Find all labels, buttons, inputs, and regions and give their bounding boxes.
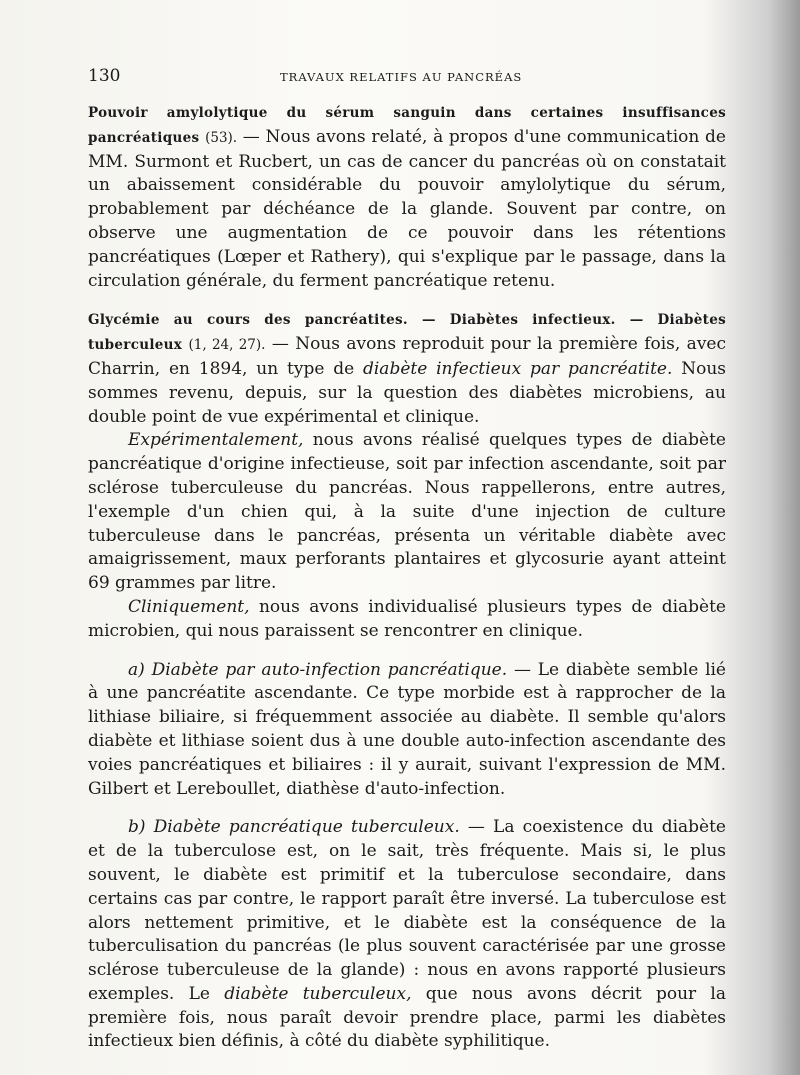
emphasis: Diabète pancréatique tuberculeux. xyxy=(153,817,460,838)
paragraph-amylolytique xyxy=(88,101,726,293)
emphasis: Expérimentalement, xyxy=(128,430,304,451)
section-title: Pouvoir amylolytique du sérum sanguin dans certaines insuffisances pancréatiques xyxy=(88,105,726,146)
item-label: a) xyxy=(128,659,152,680)
item-label: b) xyxy=(128,817,154,838)
reference: (1, 24, 27). xyxy=(188,337,266,354)
paragraph-text: nous avons réalisé quelques types de diabète pancréatique d'origine infectieuse, soit par infection ascendante, soit par sclérose tuberculeuse du pancréas. Nous rappellerons, entre autres, l'exemple d'un chien qui, à la suite d'une injection de culture tuberculeuse dans le pancréas, présenta un véritable diabète avec amaigrissement, maux perforants plantaires et glycosurie ayant atteint 69 grammes par litre. xyxy=(88,430,726,594)
paragraph-glycemie xyxy=(88,308,726,429)
running-title: TRAVAUX RELATIFS AU PANCRÉAS xyxy=(280,70,523,84)
paragraph-experimentalement xyxy=(88,429,726,596)
paragraph-tuberculeux xyxy=(88,816,726,1054)
paragraph-text: — La coexistence du diabète et de la tuberculose est, on le sait, très fréquente. Mais si, le plus souvent, le diabète est primitif et la tuberculose secondaire, dans certains cas par contre, le rapport paraît être inversé. La tuberculose est alors nettement primitive, et le diabète est la conséquence de la tuberculisation du pancréas (le plus souvent caractérisée par une grosse sclérose tuberculeuse de la glande) : nous en avons rapporté plusieurs exemples. Le xyxy=(88,817,726,1004)
emphasis: Cliniquement, xyxy=(128,596,250,617)
paragraph-text: que nous avons décrit pour la première fois, nous paraît devoir prendre place, parmi les diabètes infectieux bien définis, à côté du diabète syphilitique. xyxy=(88,983,726,1052)
paragraph-auto-infection xyxy=(88,659,726,802)
paragraph-text: — Le diabète semble lié à une pancréatite ascendante. Ce type morbide est à rapprocher de la lithiase biliaire, si fréquemment associée au diabète. Il semble qu'alors diabète et lithiase soient dus à une double auto-infection ascendante des voies pancréatiques et biliaires : il y aurait, suivant l'expression de MM. Gilbert et Lereboullet, diathèse d'auto-infection. xyxy=(88,659,726,799)
reference: (53). xyxy=(205,129,238,146)
paragraph-text: nous avons individualisé plusieurs types de diabète microbien, qui nous paraissent se rencontrer en clinique. xyxy=(88,596,726,641)
body-text xyxy=(88,101,726,1054)
paragraph-cliniquement xyxy=(88,596,726,644)
emphasis: Diabète par auto-infection pancréatique. xyxy=(151,659,508,680)
paragraph-text: — Nous avons relaté, à propos d'une communication de MM. Surmont et Rucbert, un cas de cancer du pancréas où on constatait un abaissement considérable du pouvoir amylolytique du sérum, probablement par déchéance de la glande. Souvent par contre, on observe une augmentation de ce pouvoir dans les rétentions pancréatiques (Lœper et Rathery), qui s'explique par le passage, dans la circulation générale, du ferment pancréatique retenu. xyxy=(88,126,726,291)
emphasis: diabète tuberculeux, xyxy=(224,983,412,1004)
paragraph-text: — Nous avons reproduit pour la première fois, avec Charrin, en 1894, un type de xyxy=(88,334,727,379)
page-header xyxy=(88,66,728,88)
emphasis: diabète infectieux par pancréatite. xyxy=(362,358,673,379)
paragraph-text: Nous sommes revenu, depuis, sur la question des diabètes microbiens, au double point de vue expérimental et clinique. xyxy=(88,358,726,427)
section-title: Glycémie au cours des pancréatites. — Diabètes infectieux. — Diabètes tuberculeux xyxy=(88,312,726,354)
page-number: 130 xyxy=(88,66,121,86)
